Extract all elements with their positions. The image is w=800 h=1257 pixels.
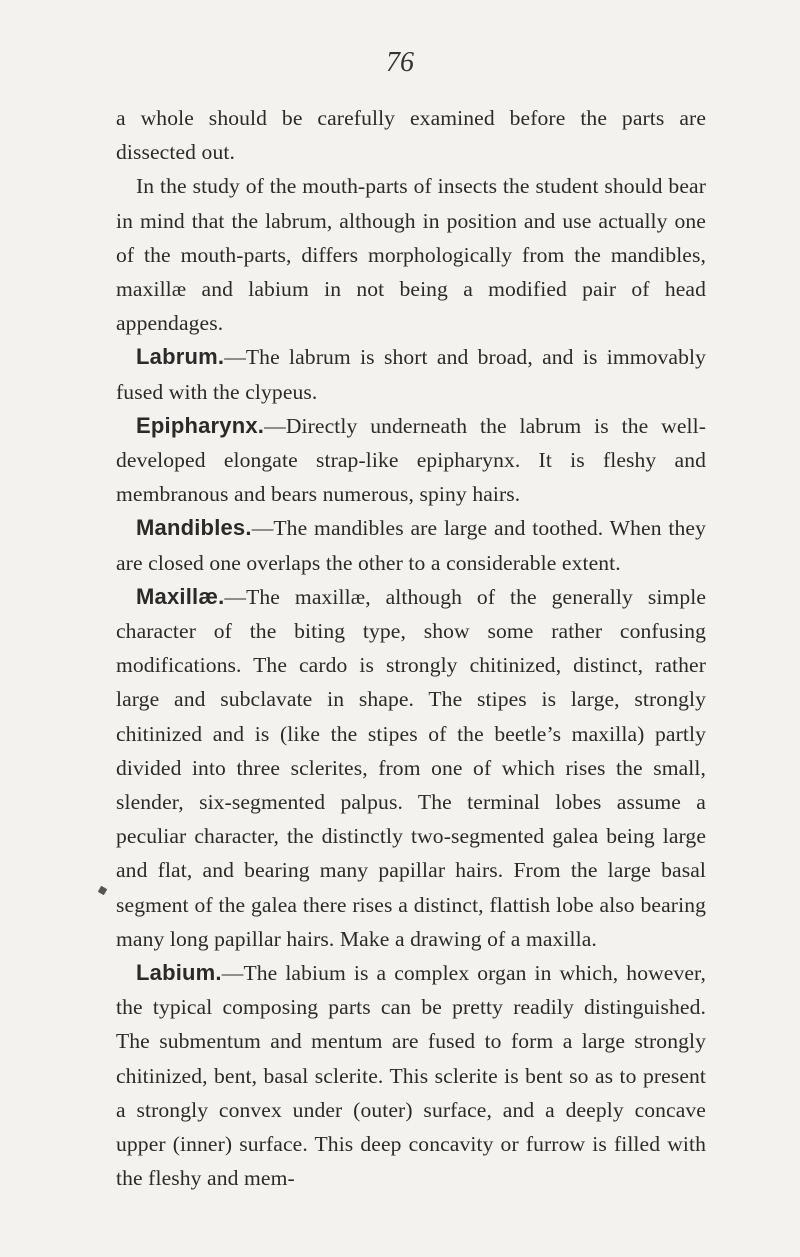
section-heading-labrum: Labrum. [136,344,225,370]
paragraph-text: a whole should be carefully examined before the parts are dissected out. [116,106,706,165]
paragraph-mandibles [116,511,706,579]
paragraph-intro-continuation [116,101,706,169]
section-heading-epipharynx: Epipharynx. [136,412,265,438]
paragraph-labrum [116,340,706,408]
paragraph-text: —Directly underneath the labrum is the well-developed elongate strap-like epipharynx. It is fleshy and membranous and bears numerous, spiny hairs. [116,413,706,507]
paragraph-text: —The mandibles are large and toothed. When they are closed one overlaps the other to a considerable extent. [116,516,706,575]
body-text [116,101,706,1196]
paragraph-text: —The maxillæ, although of the generally simple character of the biting type, show some rather confusing modifications. The cardo is strongly chitinized, distinct, rather large and subclavate in shape. The stipes is large, strongly chitinized and is (like the stipes of the beetle’s maxilla) partly divided into three sclerites, from one of which rises the small, slender, six-segmented palpus. The terminal lobes assume a peculiar character, the distinctly two-segmented galea being large and flat, and bearing many papillar hairs. From the large basal segment of the galea there rises a distinct, flattish lobe also bearing many long papillar hairs. Make a drawing of a maxilla. [116,584,706,951]
margin-mark [98,886,108,896]
section-heading-maxillae: Maxillæ. [136,583,225,609]
paragraph-maxillae [116,580,706,956]
section-heading-mandibles: Mandibles. [136,515,252,541]
paragraph-labium [116,956,706,1195]
paragraph-text: —The labrum is short and broad, and is immovably fused with the clypeus. [116,345,706,404]
paragraph-text: In the study of the mouth-parts of insects the student should bear in mind that the labrum, although in position and use actually one of the mouth-parts, differs morphologically from the mandibles, maxillæ and labium in not being a modified pair of head appendages. [116,174,706,336]
page-number: 76 [386,47,414,78]
paragraph-text: —The labium is a complex organ in which, however, the typical composing parts can be pretty readily distinguished. The submentum and mentum are fused to form a large strongly chitinized, bent, basal sclerite. This sclerite is bent so as to present a strongly convex under (outer) surface, and a deeply concave upper (inner) surface. This deep concavity or furrow is filled with the fleshy and mem- [116,961,706,1191]
paragraph-mouth-parts [116,169,706,340]
section-heading-labium: Labium. [136,960,222,986]
paragraph-epipharynx [116,409,706,512]
